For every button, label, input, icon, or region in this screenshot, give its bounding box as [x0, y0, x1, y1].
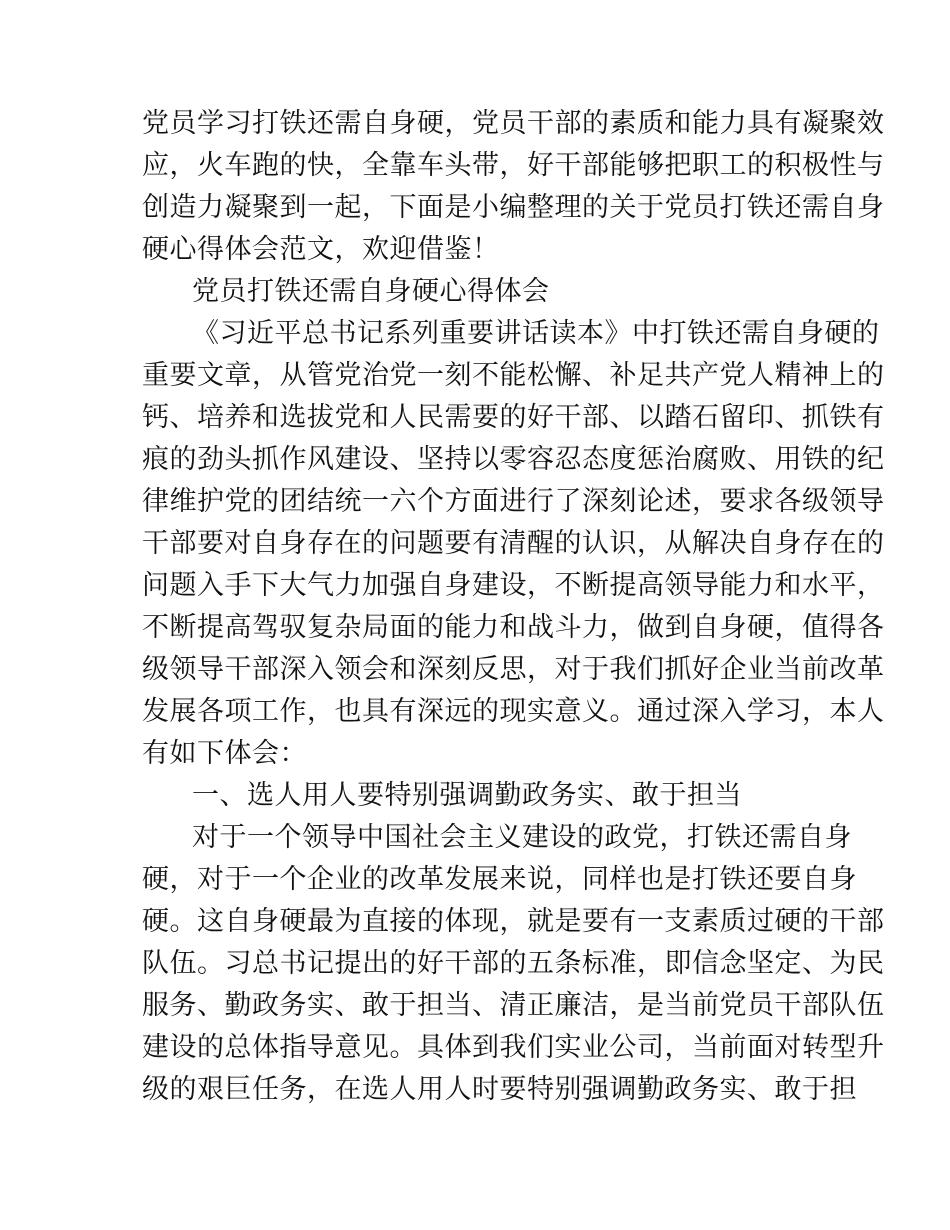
text-line: 干部要对自身存在的问题要有清醒的认识，从解决自身存在的	[142, 528, 885, 559]
text-line: 发展各项工作，也具有深远的现实意义。通过深入学习，本人	[142, 696, 885, 727]
text-line: 有如下体会：	[142, 738, 307, 769]
document-body	[142, 103, 885, 1111]
text-line: 党员学习打铁还需自身硬，党员干部的素质和能力具有凝聚效	[142, 108, 885, 139]
section-heading: 一、选人用人要特别强调勤政务实、敢于担当	[192, 780, 742, 811]
text-line: 律维护党的团结统一六个方面进行了深刻论述，要求各级领导	[142, 486, 885, 517]
text-line: 队伍。习总书记提出的好干部的五条标准，即信念坚定、为民	[142, 948, 885, 979]
text-line: 痕的劲头抓作风建设、坚持以零容忍态度惩治腐败、用铁的纪	[142, 444, 885, 475]
text-line: 硬，对于一个企业的改革发展来说，同样也是打铁还要自身	[142, 864, 857, 895]
text-line: 建设的总体指导意见。具体到我们实业公司，当前面对转型升	[142, 1032, 885, 1063]
section-title: 党员打铁还需自身硬心得体会	[192, 276, 550, 307]
text-line: 不断提高驾驭复杂局面的能力和战斗力，做到自身硬，值得各	[142, 612, 885, 643]
text-line: 级领导干部深入领会和深刻反思，对于我们抓好企业当前改革	[142, 654, 885, 685]
text-line: 创造力凝聚到一起，下面是小编整理的关于党员打铁还需自身	[142, 192, 885, 223]
text-line: 应，火车跑的快，全靠车头带，好干部能够把职工的积极性与	[142, 150, 885, 181]
text-line: 级的艰巨任务，在选人用人时要特别强调勤政务实、敢于担	[142, 1074, 857, 1105]
text-line: 问题入手下大气力加强自身建设，不断提高领导能力和水平，	[142, 570, 885, 601]
text-line: 钙、培养和选拔党和人民需要的好干部、以踏石留印、抓铁有	[142, 402, 885, 433]
text-line: 硬。这自身硬最为直接的体现，就是要有一支素质过硬的干部	[142, 906, 885, 937]
text-line: 《习近平总书记系列重要讲话读本》中打铁还需自身硬的	[192, 318, 880, 349]
text-line: 服务、勤政务实、敢于担当、清正廉洁，是当前党员干部队伍	[142, 990, 885, 1021]
text-line: 硬心得体会范文，欢迎借鉴！	[142, 234, 500, 265]
text-line: 对于一个领导中国社会主义建设的政党，打铁还需自身	[192, 822, 852, 853]
text-line: 重要文章，从管党治党一刻不能松懈、补足共产党人精神上的	[142, 360, 885, 391]
